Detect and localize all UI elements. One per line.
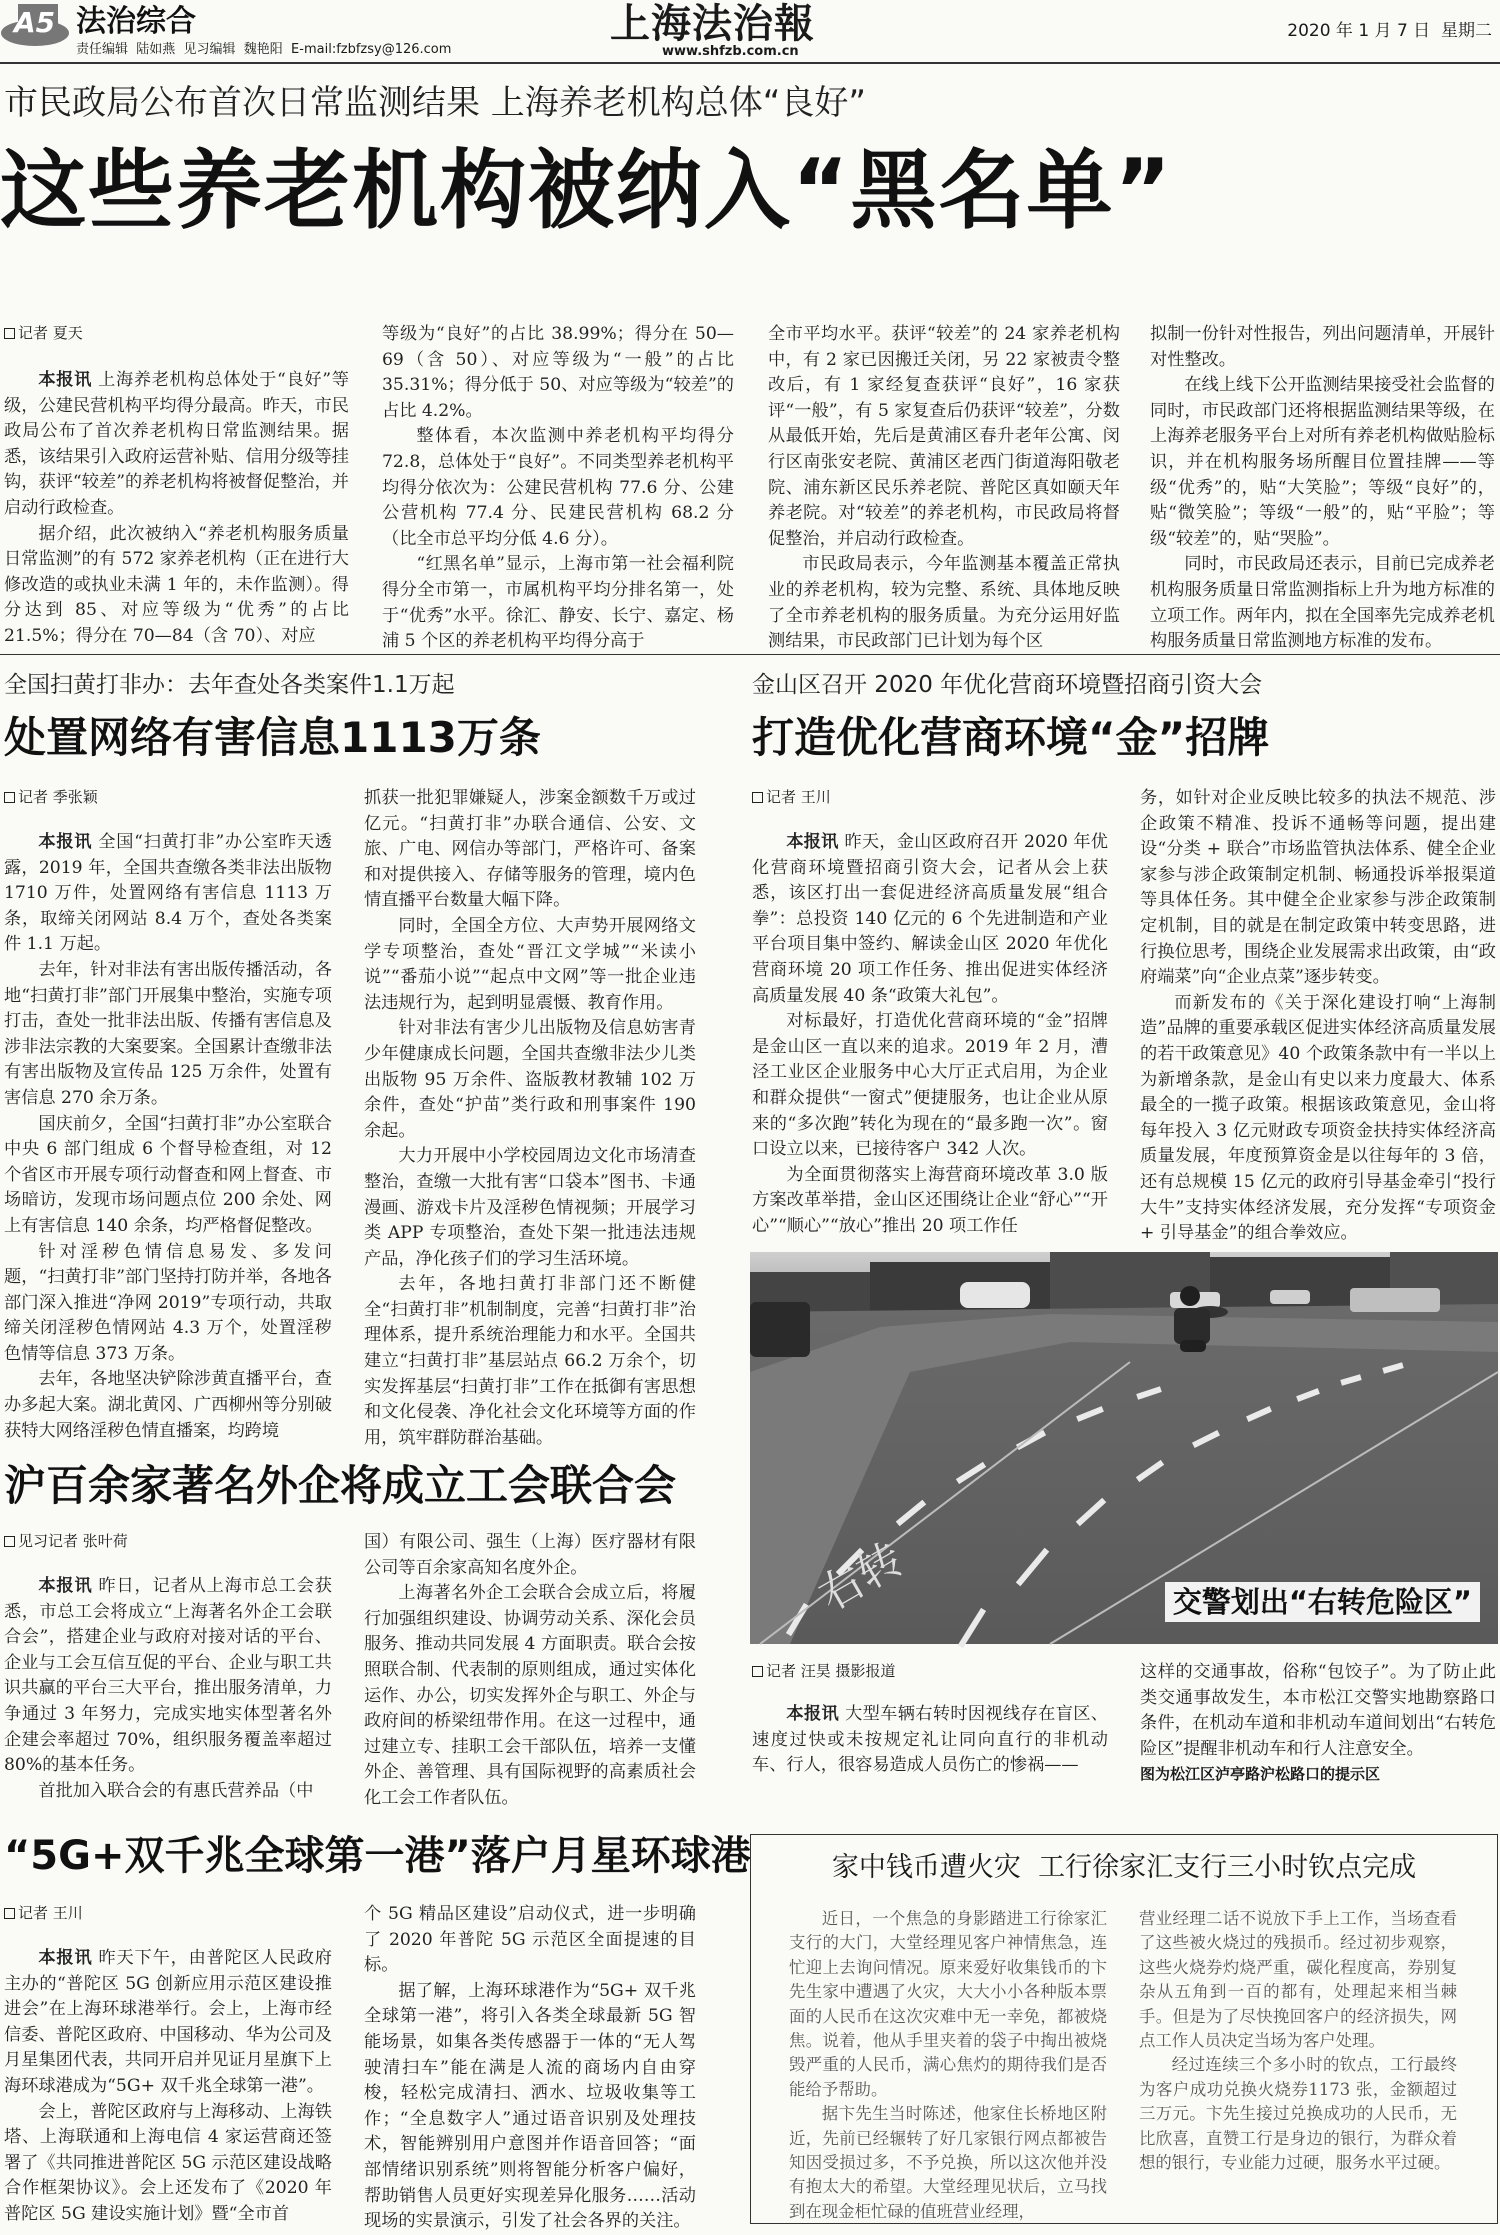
byline-box-icon — [752, 1666, 763, 1677]
dateline: 本报讯 — [786, 832, 839, 852]
byline-text: 记者 季张颖 — [18, 788, 98, 806]
porn-col-1 — [4, 830, 332, 1441]
website: www.shfzb.com.cn — [662, 44, 799, 59]
issue-date: 2020 年 1 月 7 日 星期二 — [1287, 21, 1492, 41]
byline-text: 记者 汪昊 摄影报道 — [766, 1662, 896, 1680]
paragraph — [364, 1272, 696, 1451]
paragraph — [382, 424, 734, 552]
paragraph-text: 去年，各地扫黄打非部门还不断健全“扫黄打非”机制制度，完善“扫黄打非”治理体系，提升系统治理能力和水平。全国共建立“扫黄打非”基层站点 66.2 万余个，切实发挥基层“扫黄打非”工作在抵御有害思想和文化侵袭、净化社会文化环境等方面的作用，筑牢群防群治基础。 — [364, 1274, 696, 1448]
fiveg-col-1 — [4, 1946, 332, 2226]
paragraph-text: 上海著名外企工会联合会成立后，将履行加强组织建设、协调劳动关系、深化会员服务、推动共同发展 4 方面职责。联合会按照联合制、代表制的原则组成，通过实体化运作、办公，切实发挥外企与职工、外企与政府间的桥梁纽带作用。在这一过程中，通过建立专、挂职工会干部队伍，培养一支懂外企、善管理、具有国际视野的高素质社会化工会工作者队伍。 — [364, 1583, 696, 1808]
paragraph — [4, 1574, 332, 1779]
bank-col-1 — [789, 1907, 1107, 2221]
bank-headline: 家中钱币遭火灾 工行徐家汇支行三小时钦点完成 — [831, 1852, 1417, 1883]
lead-kicker: 市民政局公布首次日常监测结果 上海养老机构总体“良好” — [4, 83, 867, 123]
paragraph — [364, 1979, 696, 2235]
lead-col-1 — [4, 368, 349, 646]
paragraph-text: 大力开展中小学校园周边文化市场清查整治，查缴一大批有害“口袋本”图书、卡通漫画、游戏卡片及淫秽色情视频；开展学习类 APP 专项整治，查处下架一批违法违规产品，净化孩子们的学习生活环境。 — [364, 1146, 696, 1269]
porn-col-2 — [364, 786, 696, 1448]
paragraph — [364, 1581, 696, 1811]
photo-col-1 — [752, 1702, 1108, 1782]
byline-box-icon — [752, 792, 763, 803]
paragraph — [364, 1530, 696, 1581]
paragraph-text: 抓获一批犯罪嫌疑人，涉案金额数千万或过亿元。“扫黄打非”办联合通信、公安、文旅、广电、网信办等部门，严格许可、备案和对提供接入、存储等服务的管理，境内色情直播平台数量大幅下降。 — [364, 788, 696, 911]
dateline: 本报讯 — [786, 1704, 840, 1724]
paragraph — [1140, 786, 1496, 991]
section-name: 法治综合 — [76, 4, 196, 39]
page-number-badge — [0, 0, 70, 48]
bank-col-2 — [1139, 1907, 1457, 2217]
paragraph-text: 会上，普陀区政府与上海移动、上海铁塔、上海联通和上海电信 4 家运营商还签署了《共同推进普陀区 5G 示范区建设战略合作框架协议》。会上还发布了《2020 年普陀区 5G 建设实施计划》暨“全市首 — [4, 2101, 332, 2224]
paragraph-text: 国）有限公司、强生（上海）医疗器材有限公司等百余家高知名度外企。 — [364, 1532, 696, 1578]
paragraph — [364, 1902, 696, 1979]
fiveg-headline: “5G+双千兆全球第一港”落户月星环球港 — [4, 1833, 751, 1879]
paragraph — [4, 1946, 332, 2100]
byline-text: 见习记者 张叶荷 — [18, 1532, 128, 1550]
paragraph — [4, 522, 349, 650]
paragraph — [4, 1367, 332, 1444]
bank-story-box — [750, 1834, 1498, 2224]
page-number: A5 — [14, 6, 56, 39]
paragraph-text: 营业经理二话不说放下手上工作，当场查看了这些被火烧过的残损币。经过初步观察，这些火烧券灼烧严重，碳化程度高，券别复杂从五角到一百的都有，处理起来相当棘手。但是为了尽快挽回客户的经济损失，网点工作人员决定当场为客户处理。 — [1139, 1909, 1457, 2051]
byline-box-icon — [4, 328, 15, 339]
paragraph — [4, 1240, 332, 1368]
lead-col-4 — [1150, 322, 1495, 652]
byline-box-icon — [4, 1908, 15, 1919]
paragraph-text: 近日，一个焦急的身影踏进工行徐家汇支行的大门，大堂经理见客户神情焦急，连忙迎上去询问情况。原来爱好收集钱币的卞先生家中遭遇了火灾，大大小小各种版本票面的人民币在这次灾难中无一幸免，都被烧焦。说着，他从手里夹着的袋子中掏出被烧毁严重的人民币，满心焦灼的期待我们是否能给予帮助。 — [789, 1909, 1107, 2099]
paragraph — [364, 1144, 696, 1272]
paragraph — [364, 786, 696, 914]
paragraph-text: 经过连续三个多小时的钦点，工行最终为客户成功兑换火烧券1173 张，金额超过三万元。卞先生接过兑换成功的人民币，无比欣喜，直赞工行是身边的银行，为群众着想的银行，专业能力过硬，服务水平过硬。 — [1139, 2055, 1457, 2173]
road-photo — [750, 1252, 1498, 1644]
lead-col-3 — [768, 322, 1120, 652]
paragraph — [768, 322, 1120, 552]
paragraph-text: 昨日，记者从上海市总工会获悉，市总工会将成立“上海著名外企工会联合会”，搭建企业与政府对接对话的平台、企业与工会互信互促的平台、企业与职工共识共赢的平台三大平台，推出服务清单，力争通过 3 年努力，完成实地实体型著名外企建会率超过 70%，组织服务覆盖率超过 80%的基本任务。 — [4, 1576, 332, 1776]
paragraph — [1150, 373, 1495, 552]
paragraph-text: 等级为“良好”的占比 38.99%；得分在 50—69（含 50）、对应等级为“一般”的占比 35.31%；得分低于 50、对应等级为“较差”的占比 4.2%。 — [382, 324, 734, 421]
paragraph-text: 而新发布的《关于深化建设打响“上海制造”品牌的重要承载区促进实体经济高质量发展的若干政策意见》40 个政策条款中有一半以上为新增条款，是金山有史以来力度最大、体系最全的一揽子政策。根据该政策意见，金山将每年投入 3 亿元财政专项资金扶持实体经济高质量发展，年度预算资金是以往每年的 3 倍，还有总规模 15 亿元的政府引导基金牵引“投行大牛”支持实体经济发展，充分发挥“专项资金 + 引导基金”的组合拳效应。 — [1140, 992, 1496, 1244]
section-divider — [0, 654, 1500, 655]
byline-text: 记者 夏天 — [18, 324, 83, 342]
paragraph-text: 这样的交通事故，俗称“包饺子”。为了防止此类交通事故发生，本市松江交警实地勘察路口条件，在机动车道和非机动车道间划出“右转危险区”提醒非机动车和行人注意安全。 — [1140, 1662, 1496, 1759]
paragraph — [4, 1779, 332, 1805]
editors-line: 责任编辑 陆如燕 见习编辑 魏艳阳 E-mail:fzbfzsy@126.com — [76, 42, 452, 57]
paragraph — [382, 552, 734, 654]
paragraph — [768, 552, 1120, 654]
paragraph-text: 国庆前夕，全国“扫黄打非”办公室联合中央 6 部门组成 6 个督导检查组，对 12 个省区市开展专项行动督查和网上督查、市场暗访，发现市场问题点位 200 余处、网上有害信息 140 余条，均严格督促整改。 — [4, 1113, 332, 1236]
paragraph-text: 去年，针对非法有害出版传播活动，各地“扫黄打非”部门开展集中整治，实施专项打击，查处一批非法出版、传播有害信息及涉非法宗教的大案要案。全国累计查缴非法有害出版物及宣传品 125 万余件，处置有害信息 270 余万条。 — [4, 959, 332, 1108]
paragraph-text: 据了解，上海环球港作为“5G+ 双千兆全球第一港”，将引入各类全球最新 5G 智能场景，如集各类传感器于一体的“无人驾驶清扫车”能在满是人流的商场内自由穿梭，轻松完成清扫、洒水、垃圾收集等工作；“全息数字人”通过语音识别及处理技术，智能辨别用户意图并作语音回答；“面部情绪识别系统”则将智能分析客户偏好，帮助销售人员更好实现差异化服务……活动现场的实景演示，引发了社会各界的关注。 — [364, 1980, 696, 2232]
road-marking-text: 右转 — [810, 1533, 912, 1622]
jinshan-col-2 — [1140, 786, 1496, 1244]
paragraph — [364, 914, 696, 1016]
paragraph-text: 为全面贯彻落实上海营商环境改革 3.0 版方案改革举措，金山区还围绕让企业“舒心”“开心”“顺心”“放心”推出 20 项工作任 — [752, 1164, 1108, 1236]
photo-caption-tail: 图为松江区泸亭路沪松路口的提示区 — [1140, 1765, 1381, 1783]
lead-col-2 — [382, 322, 734, 652]
paragraph — [752, 830, 1108, 1009]
fiveg-col-2 — [364, 1902, 696, 2232]
paragraph-text: 首批加入联合会的有惠氏营养品（中 — [38, 1780, 314, 1801]
paragraph-text: 务，如针对企业反映比较多的执法不规范、涉企政策不精准、投诉不通畅等问题，提出建设“分类 + 联合”市场监管执法体系、健全企业家参与涉企政策制定机制、畅通投诉举报渠道等具体任务。其中健全企业家参与涉企政策制定机制，目的就是在制定政策中转变思路，进行换位思考，围绕企业发展需求出政策，由“政府端菜”向“企业点菜”逐步转变。 — [1140, 788, 1496, 988]
paragraph-text: 针对非法有害少儿出版物及信息妨害青少年健康成长问题，全国共查缴非法少儿类出版物 95 万余件、盗版教材教辅 102 万余件，查处“护苗”类行政和刑事案件 190 余起。 — [364, 1018, 696, 1141]
paragraph-text: “红黑名单”显示，上海市第一社会福利院得分全市第一，市属机构平均分排名第一，处于“优秀”水平。徐汇、静安、长宁、嘉定、杨浦 5 个区的养老机构平均得分高于 — [382, 554, 734, 652]
paragraph-text: 据介绍，此次被纳入“养老机构服务质量日常监测”的有 572 家养老机构（正在进行大修改造的或执业未满 1 年的，未作监测）。得分达到 85、对应等级为“优秀”的占比 21.5%；得分在 70—84（含 70）、对应 — [4, 523, 349, 646]
porn-byline — [4, 786, 98, 808]
photo-caption: 交警划出“右转危险区” — [1165, 1582, 1480, 1622]
paragraph — [789, 2102, 1107, 2224]
paragraph — [1139, 2053, 1457, 2175]
paragraph-text: 全市平均水平。获评“较差”的 24 家养老机构中，有 2 家已因搬迁关闭，另 22 家被责令整改后，有 1 家经复查获评“良好”，16 家获评“一般”，有 5 家复查后仍获评“较差”，分数从最低开始，先后是黄浦区春升老年公寓、闵行区南张安老院、黄浦区老西门街道海阳敬老院、浦东新区民乐养老院、普陀区真如颐天年养老院。对“较差”的养老机构，市民政局将督促整治，并启动行政检查。 — [768, 324, 1120, 549]
dateline: 本报讯 — [38, 1576, 93, 1596]
paragraph — [4, 830, 332, 958]
paragraph — [4, 368, 349, 522]
paragraph-text: 大型车辆右转时因视线存在盲区、速度过快或未按规定礼让同向直行的非机动车、行人，很容易造成人员伤亡的惨祸—— — [752, 1704, 1108, 1776]
jinshan-kicker: 金山区召开 2020 年优化营商环境暨招商引资大会 — [752, 672, 1263, 698]
paragraph — [752, 1009, 1108, 1163]
porn-headline: 处置网络有害信息1113万条 — [4, 713, 541, 762]
byline-text: 记者 王川 — [18, 1904, 83, 1922]
paragraph — [4, 1112, 332, 1240]
paragraph-text: 同时，全国全方位、大声势开展网络文学专项整治，查处“晋江文学城”“米读小说”“番茄小说”“起点中文网”等一批企业违法违规行为，起到明显震慑、教育作用。 — [364, 915, 696, 1013]
union-headline: 沪百余家著名外企将成立工会联合会 — [4, 1461, 677, 1510]
paragraph — [752, 1163, 1108, 1240]
paragraph — [1140, 1660, 1496, 1762]
masthead-rule — [0, 62, 1500, 64]
paragraph — [4, 2100, 332, 2228]
byline-box-icon — [4, 1536, 15, 1547]
paragraph — [1139, 1907, 1457, 2053]
union-col-2 — [364, 1530, 696, 1808]
dateline: 本报讯 — [38, 370, 93, 390]
paragraph-text: 上海养老机构总体处于“良好”等级，公建民营机构平均得分最高。昨天，市民政局公布了首次养老机构日常监测结果。据悉，该结果引入政府运营补贴、信用分级等挂钩，获评“较差”的养老机构将被督促整治，并启动行政检查。 — [4, 370, 349, 518]
paper-name: 上海法治報 — [610, 0, 815, 47]
paragraph — [789, 1907, 1107, 2102]
paragraph-text: 同时，市民政局还表示，目前已完成养老机构服务质量日常监测指标上升为地方标准的立项工作。两年内，拟在全国率先完成养老机构服务质量日常监测地方标准的发布。 — [1150, 554, 1495, 652]
jinshan-headline: 打造优化营商环境“金”招牌 — [752, 713, 1270, 762]
photo-col-2 — [1140, 1660, 1496, 1762]
paragraph-text: 个 5G 精品区建设”启动仪式，进一步明确了 2020 年普陀 5G 示范区全面提速的目标。 — [364, 1904, 696, 1976]
paragraph-text: 市民政局表示，今年监测基本覆盖正常执业的养老机构，较为完整、系统、具体地反映了全市养老机构的服务质量。为充分运用好监测结果，市民政部门已计划为每个区 — [768, 554, 1120, 652]
fiveg-byline — [4, 1902, 83, 1924]
byline-text: 记者 王川 — [766, 788, 831, 806]
paragraph — [382, 322, 734, 424]
paragraph — [1150, 322, 1495, 373]
paragraph-text: 据卞先生当时陈述，他家住长桥地区附近，先前已经辗转了好几家银行网点都被告知因受损过多，不予兑换，所以这次他并没有抱太大的希望。大堂经理见状后，立马找到在现金柜忙碌的值班营业经理， — [789, 2104, 1107, 2221]
paragraph-text: 整体看，本次监测中养老机构平均得分 72.8，总体处于“良好”。不同类型养老机构平均得分依次为：公建民营机构 77.6 分、公建公营机构 77.4 分、民建民营机构 68.2 分（比全市总平均分低 4.6 分）。 — [382, 426, 734, 549]
jinshan-byline — [752, 786, 831, 808]
paragraph-text: 去年，各地坚决铲除涉黄直播平台，查办多起大案。湖北黄冈、广西柳州等分别破获特大网络淫秽色情直播案，均跨境 — [4, 1369, 332, 1441]
paragraph — [4, 958, 332, 1112]
paragraph-text: 昨天，金山区政府召开 2020 年优化营商环境暨招商引资大会，记者从会上获悉，该区打出一套促进经济高质量发展“组合拳”：总投资 140 亿元的 6 个先进制造和产业平台项目集中签约、解读金山区 2020 年优化营商环境 20 项工作任务、推出促进实体经济高质量发展 40 条“政策大礼包”。 — [752, 832, 1108, 1006]
paragraph-text: 全国“扫黄打非”办公室昨天透露，2019 年，全国共查缴各类非法出版物 1710 万件，处置网络有害信息 1113 万条，取缔关闭网站 8.4 万个，查处各类案件 1.1 万起。 — [4, 832, 332, 955]
lead-byline — [4, 322, 83, 344]
paragraph-text: 针对淫秽色情信息易发、多发问题，“扫黄打非”部门坚持打防并举，各地各部门深入推进“净网 2019”专项行动，共取缔关闭淫秽色情网站 4.3 万个，处置淫秽色情等信息 373 万条。 — [4, 1241, 332, 1364]
paragraph — [1150, 552, 1495, 654]
union-byline — [4, 1530, 128, 1552]
paragraph-text: 拟制一份针对性报告，列出问题清单，开展针对性整改。 — [1150, 324, 1495, 370]
paragraph — [364, 1016, 696, 1144]
paragraph-text: 对标最好，打造优化营商环境的“金”招牌是金山区一直以来的追求。2019 年 2 月，漕泾工业区企业服务中心大厅正式启用，为企业和群众提供“一窗式”便捷服务，也让企业从原来的“多次跑”转化为现在的“最多跑一次”。窗口设立以来，已接待客户 342 人次。 — [752, 1011, 1108, 1160]
paragraph-text: 在线上线下公开监测结果接受社会监督的同时，市民政部门还将根据监测结果等级，在上海养老服务平台上对所有养老机构做贴脸标识，并在机构服务场所醒目位置挂牌——等级“优秀”的，贴“大笑脸”；等级“良好”的，贴“微笑脸”；等级“一般”的，贴“平脸”；等级“较差”的，贴“哭脸”。 — [1150, 375, 1495, 549]
jinshan-col-1 — [752, 830, 1108, 1236]
dateline: 本报讯 — [38, 832, 93, 852]
dateline: 本报讯 — [38, 1948, 93, 1968]
paragraph-text: 昨天下午，由普陀区人民政府主办的“普陀区 5G 创新应用示范区建设推进会”在上海环球港举行。会上，上海市经信委、普陀区政府、中国移动、华为公司及月星集团代表，共同开启并见证月星旗下上海环球港成为“5G+ 双千兆全球第一港”。 — [4, 1948, 332, 2096]
porn-kicker: 全国扫黄打非办：去年查处各类案件1.1万起 — [4, 672, 455, 698]
union-col-1 — [4, 1574, 332, 1801]
photo-byline — [752, 1660, 896, 1682]
paragraph — [752, 1702, 1108, 1779]
lead-headline: 这些养老机构被纳入“黑名单” — [0, 141, 1174, 241]
byline-box-icon — [4, 792, 15, 803]
paragraph — [1140, 991, 1496, 1247]
